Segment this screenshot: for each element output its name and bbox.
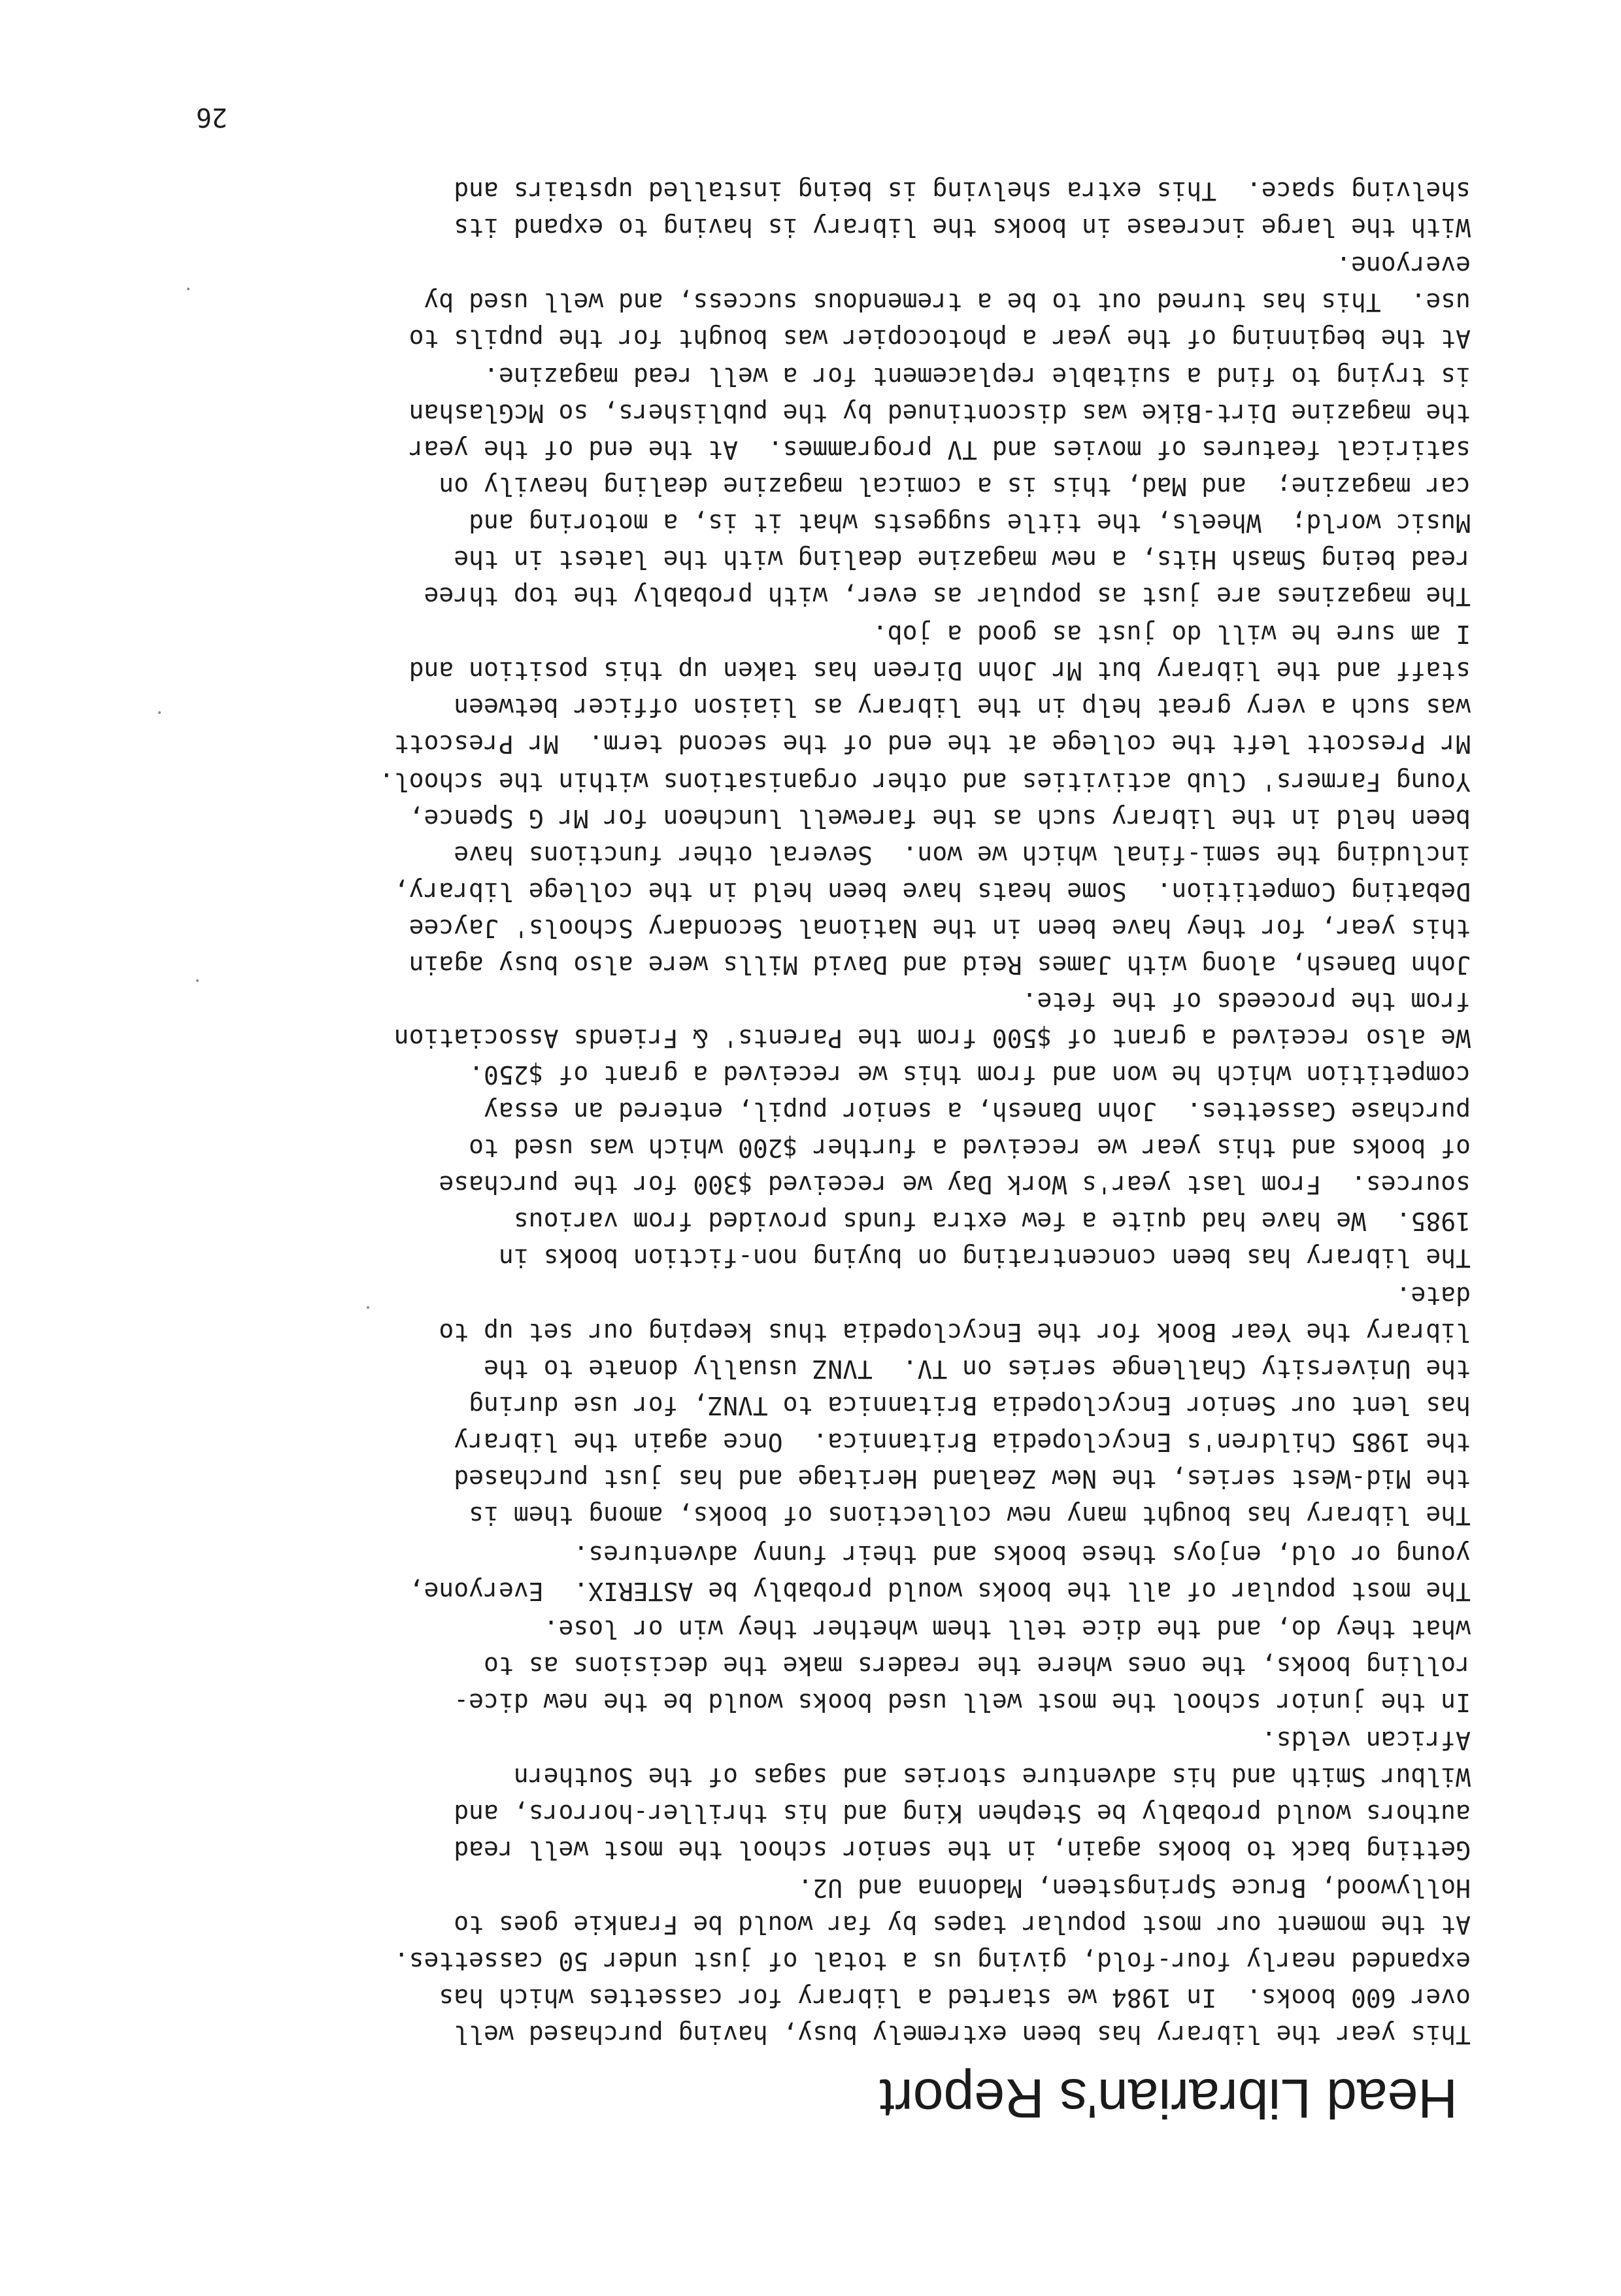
text-line: sources. From last year's Work Day we received $300 for the purchase — [439, 1170, 1471, 1199]
text-line: Wilbur Smith and his adventure stories and sagas of the Southern — [513, 1763, 1471, 1791]
text-line: the University Challenge series on TV. TVNZ usually donate to the — [484, 1355, 1471, 1383]
text-line: With the large increase in books the library is having to expand its — [454, 213, 1471, 242]
text-line: Debating Competition. Some heats have been held in the college library, — [393, 877, 1471, 906]
text-line: competition which he won and from this we received a grant of $250. — [469, 1060, 1471, 1089]
paragraph-non-fiction — [394, 983, 1471, 1276]
text-line: The most popular of all the books would probably be ASTERIX. Everyone, — [409, 1577, 1471, 1606]
text-line: purchase Cassettes. John Danesh, a senior pupil, entered an essay — [484, 1097, 1471, 1126]
text-line: 1985. We have had quite a few extra funds provided from various — [513, 1207, 1471, 1236]
page-title: Head Librarian's Report — [879, 2068, 1458, 2129]
text-line: everyone. — [1336, 251, 1471, 280]
text-line: what they do, and the dice tell them whether they win or lose. — [543, 1615, 1471, 1644]
text-line: young or old, enjoys these books and their funny adventures. — [573, 1540, 1471, 1569]
text-line: staff and the library but Mr John Direen has taken up this position and — [409, 656, 1471, 685]
paragraph-junior-school — [454, 1611, 1471, 1721]
text-line: At the beginning of the year a photocopier was bought for the pupils to — [409, 324, 1471, 353]
text-line: this year, for they have been in the National Secondary Schools' Jaycee — [409, 914, 1471, 943]
text-line: The library has been concentrating on buying non-fiction books in — [498, 1243, 1471, 1272]
text-line: including the semi-final which we won. Several other functions have — [454, 841, 1471, 869]
page-number: 26 — [195, 102, 227, 132]
text-line: African velds. — [1261, 1726, 1471, 1755]
text-line: Getting back to books again, in the senior school the most well read — [454, 1836, 1471, 1865]
text-line: expanded nearly four-fold, giving us a total of just under 50 cassettes. — [393, 1947, 1471, 1976]
paragraph-asterix — [409, 1536, 1471, 1610]
text-line: from the proceeds of the fete. — [1022, 987, 1471, 1016]
text-line: read being Smash Hits, a new magazine dealing with the latest in the — [454, 545, 1471, 574]
text-line: John Danesh, along with James Reid and David Mills were also busy again — [409, 951, 1471, 979]
scan-speck — [196, 979, 199, 982]
text-line: use. This has turned out to be a tremendous success, and well used by — [424, 288, 1471, 316]
text-line: has lent our Senior Encyclopedia Britannica to TVNZ, for use during — [469, 1391, 1471, 1420]
text-line: Young Farmers' Club activities and other organisations within the school. — [378, 768, 1471, 796]
paragraph-cassettes — [394, 1870, 1471, 2053]
text-line: the 1985 Children's Encyclopedia Britannica. Once again the library — [454, 1428, 1471, 1457]
text-line: rolling books, the ones where the readers make the decisions as to — [484, 1651, 1471, 1680]
text-line: been held in the library such as the farewell luncheon for Mr G Spence, — [409, 804, 1471, 833]
scan-speck — [187, 288, 190, 290]
paragraph-magazines — [409, 358, 1471, 615]
text-line: over 600 books. In 1984 we started a library for cassettes which has — [439, 1984, 1471, 2012]
text-line: I am sure he will do just as good a job. — [872, 620, 1471, 649]
text-line: Hollywood, Bruce Springsteen, Madonna and U2. — [797, 1874, 1471, 1902]
paragraph-liaison-officer — [394, 616, 1471, 762]
text-line: The magazines are just as popular as ever, with probably the top three — [424, 582, 1471, 611]
text-line: the magazine Dirt-Bike was discontinued by the publishers, so McGlashan — [409, 399, 1471, 428]
text-line: We also received a grant of $500 from the Parents' & Friends Association — [393, 1024, 1471, 1053]
paragraph-shelving — [454, 173, 1471, 246]
text-line: authors would probably be Stephen King and his thriller-horrors, and — [454, 1799, 1471, 1828]
text-line: At the moment our most popular tapes by far would be Frankie goes to — [454, 1910, 1471, 1939]
text-line: the Mid-West series, the New Zealand Heritage and has just purchased — [454, 1464, 1471, 1493]
text-line: The library has bought many new collections of books, among them is — [469, 1501, 1471, 1530]
paragraph-new-collections — [439, 1277, 1471, 1534]
text-line: Mr Prescott left the college at the end of the second term. Mr Prescott — [393, 730, 1471, 758]
paragraph-photocopier — [409, 247, 1471, 357]
text-line: satirical features of movies and TV programmes. At the end of the year — [409, 435, 1471, 464]
text-line: This year the library has been extremely busy, having purchased well — [454, 2020, 1471, 2049]
scan-speck — [158, 711, 161, 714]
text-line: is trying to find a suitable replacement for a well read magazine. — [484, 362, 1471, 391]
text-line: of books and this year we received a further $200 which was used to — [469, 1134, 1471, 1162]
text-line: Music world; Wheels, the title suggests what it is, a motoring and — [469, 509, 1471, 537]
paragraph-debating — [379, 764, 1471, 983]
text-line: library the Year Book for the Encyclopedia thus keeping our set up to — [439, 1318, 1471, 1347]
text-line: In the junior school the most well used books would be the new dice- — [454, 1688, 1471, 1717]
text-line: shelving space. This extra shelving is being installed upstairs and — [454, 177, 1471, 205]
paragraph-senior-school — [454, 1722, 1471, 1868]
text-line: was such a very great help in the library as liaison officer between — [454, 693, 1471, 722]
text-line: date. — [1395, 1281, 1471, 1310]
scan-speck — [367, 1306, 369, 1309]
text-line: car magazine; and Mad, this is a comical magazine dealing heavily on — [439, 472, 1471, 501]
